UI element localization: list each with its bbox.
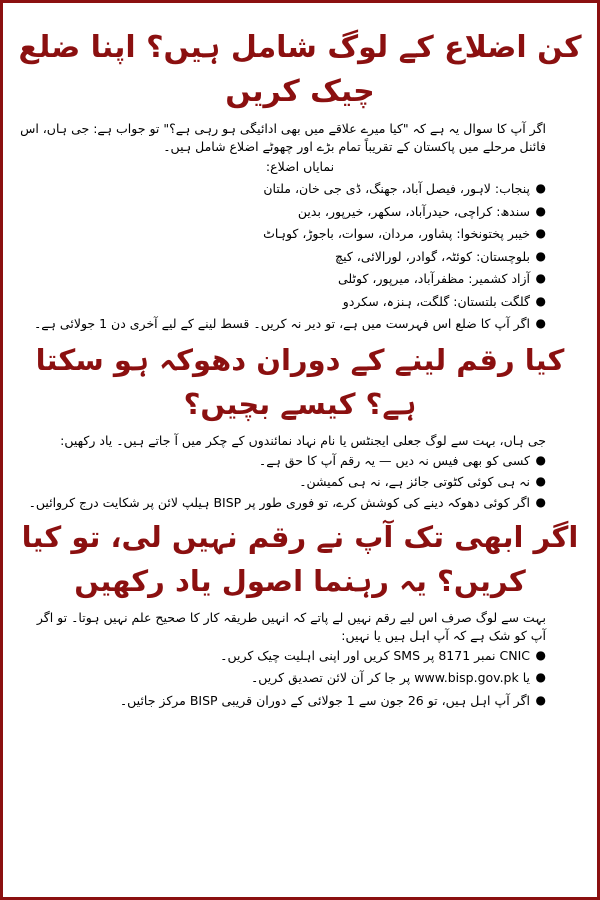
list-item: ● آزاد کشمیر: مظفرآباد، میرپور، کوٹلی — [338, 271, 546, 286]
bullet-icon: ● — [535, 647, 546, 662]
fraud-intro: جی ہاں، بہت سے لوگ جعلی ایجنٹس یا نام نہاد نمائندوں کے چکر میں آ جاتے ہیں۔ یاد رکھیں: — [60, 432, 546, 448]
bullet-icon: ● — [535, 692, 546, 707]
list-item: ● اگر آپ اہل ہیں، تو 26 جون سے 1 جولائی کے دوران قریبی BISP مرکز جائیں۔ — [119, 692, 546, 708]
bullet-icon: ● — [535, 316, 546, 330]
section-heading-fraud: کیا رقم لینے کے دوران دھوکہ ہو سکتا ہے؟ کیسے بچیں؟ — [35, 342, 565, 421]
guidelines-list — [8, 647, 592, 709]
bullet-icon: ● — [535, 293, 546, 308]
list-item: ● اگر آپ کا ضلع اس فہرست میں ہے، تو دیر نہ کریں۔ قسط لینے کے لیے آخری دن 1 جولائی ہے۔ — [33, 316, 546, 331]
list-item: ● گلگت بلتستان: گلگت، ہنزہ، سکردو — [342, 293, 546, 309]
list-item: ● کسی کو بھی فیس نہ دیں — یہ رقم آپ کا حق ہے۔ — [258, 452, 546, 468]
list-item: ● خیبر پختونخوا: پشاور، مردان، سوات، باجوڑ، کوہاٹ — [263, 226, 546, 241]
districts-subheading: نمایاں اضلاع: — [265, 159, 335, 174]
bullet-icon: ● — [535, 226, 546, 240]
bullet-icon: ● — [535, 494, 546, 509]
list-item: ● اگر کوئی دھوکہ دینے کی کوشش کرے، تو فوری طور پر BISP ہیلپ لائن پر شکایت درج کروائیں۔ — [28, 494, 546, 510]
guidelines-intro: بہت سے لوگ صرف اس لیے رقم نہیں لے پاتے کہ انہیں طریقہ کار کا صحیح علم نہیں ہوتا۔ تو اگر آپ کو شک ہے کہ آپ اہل ہیں یا نہیں: — [36, 609, 546, 643]
section-heading-districts: کن اضلاع کے لوگ شامل ہیں؟ اپنا ضلع چیک کریں — [18, 30, 582, 109]
bullet-icon: ● — [535, 473, 546, 488]
bullet-icon: ● — [535, 271, 546, 285]
bullet-icon: ● — [535, 452, 546, 467]
fraud-list — [8, 452, 592, 511]
districts-list — [8, 180, 592, 332]
bullet-icon: ● — [535, 181, 546, 195]
bullet-icon: ● — [535, 670, 546, 684]
bullet-icon: ● — [535, 248, 546, 263]
list-item: ● پنجاب: لاہور، فیصل آباد، جھنگ، ڈی جی خان، ملتان — [263, 181, 546, 196]
article — [8, 4, 592, 896]
list-item: ● یا www.bisp.gov.pk پر جا کر آن لائن تصدیق کریں۔ — [250, 670, 546, 685]
districts-intro: اگر آپ کا سوال یہ ہے کہ "کیا میرے علاقے میں بھی ادائیگی ہو رہی ہے؟" تو جواب ہے: جی ہاں، اس فائنل مرحلے میں پاکستان کے تقریباً تمام بڑے اور چھوٹے اضلاع شامل ہیں۔ — [20, 121, 546, 154]
section-heading-guidelines: اگر ابھی تک آپ نے رقم نہیں لی، تو کیا کریں؟ یہ رہنما اصول یاد رکھیں — [21, 519, 579, 598]
list-item: ● CNIC نمبر 8171 پر SMS کریں اور اپنی اہلیت چیک کریں۔ — [220, 647, 546, 663]
list-item: ● سندھ: کراچی، حیدرآباد، سکھر، خیرپور، بدین — [297, 203, 546, 219]
list-item: ● بلوچستان: کوئٹہ، گوادر، لورالائی، کیچ — [335, 248, 546, 264]
list-item: ● نہ ہی کوئی کٹوتی جائز ہے، نہ ہی کمیشن۔ — [299, 473, 546, 489]
bullet-icon: ● — [535, 203, 546, 218]
